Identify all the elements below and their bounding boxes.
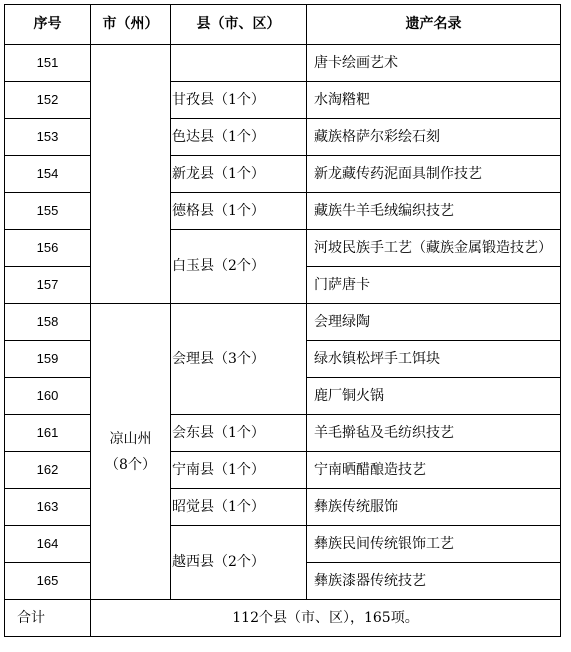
row-number: 165 (5, 563, 91, 600)
header-no: 序号 (5, 5, 91, 45)
county-cell: 会理县（3个） (171, 304, 307, 415)
row-number: 164 (5, 526, 91, 563)
heritage-name: 宁南晒醋酿造技艺 (307, 452, 561, 489)
table-row (5, 452, 561, 489)
city-cell-liangshan (91, 304, 171, 600)
table-row (5, 304, 561, 341)
county-cell: 甘孜县（1个） (171, 82, 307, 119)
header-heritage: 遗产名录 (307, 5, 561, 45)
total-value: 112个县（市、区），165项。 (91, 600, 561, 637)
table-row (5, 415, 561, 452)
row-number: 153 (5, 119, 91, 156)
table-row (5, 489, 561, 526)
county-cell: 德格县（1个） (171, 193, 307, 230)
heritage-name: 绿水镇松坪手工饵块 (307, 341, 561, 378)
table-row (5, 82, 561, 119)
header-row (5, 5, 561, 45)
total-label: 合计 (5, 600, 91, 637)
table-row (5, 119, 561, 156)
row-number: 156 (5, 230, 91, 267)
city-count: （8个） (105, 456, 156, 473)
heritage-name: 藏族牛羊毛绒编织技艺 (307, 193, 561, 230)
city-cell-ganzi (91, 45, 171, 304)
heritage-name: 藏族格萨尔彩绘石刻 (307, 119, 561, 156)
county-cell: 色达县（1个） (171, 119, 307, 156)
header-city: 市（州） (91, 5, 171, 45)
county-cell: 白玉县（2个） (171, 230, 307, 304)
city-name: 凉山州 (109, 430, 152, 447)
heritage-name: 会理绿陶 (307, 304, 561, 341)
county-cell: 会东县（1个） (171, 415, 307, 452)
heritage-table (4, 4, 561, 637)
row-number: 160 (5, 378, 91, 415)
row-number: 157 (5, 267, 91, 304)
row-number: 162 (5, 452, 91, 489)
row-number: 163 (5, 489, 91, 526)
table-row (5, 526, 561, 563)
heritage-name: 鹿厂铜火锅 (307, 378, 561, 415)
table-row (5, 193, 561, 230)
row-number: 154 (5, 156, 91, 193)
row-number: 158 (5, 304, 91, 341)
table-row (5, 230, 561, 267)
row-number: 151 (5, 45, 91, 82)
county-cell: 宁南县（1个） (171, 452, 307, 489)
header-county: 县（市、区） (171, 5, 307, 45)
heritage-name: 彝族民间传统银饰工艺 (307, 526, 561, 563)
row-number: 159 (5, 341, 91, 378)
row-number: 152 (5, 82, 91, 119)
county-cell: 新龙县（1个） (171, 156, 307, 193)
table-row (5, 156, 561, 193)
heritage-name: 河坡民族手工艺（藏族金属锻造技艺） (307, 230, 561, 267)
heritage-name: 彝族传统服饰 (307, 489, 561, 526)
row-number: 155 (5, 193, 91, 230)
total-row (5, 600, 561, 637)
county-cell (171, 45, 307, 82)
row-number: 161 (5, 415, 91, 452)
county-cell: 越西县（2个） (171, 526, 307, 600)
heritage-name: 门萨唐卡 (307, 267, 561, 304)
heritage-name: 羊毛擀毡及毛纺织技艺 (307, 415, 561, 452)
heritage-name: 彝族漆器传统技艺 (307, 563, 561, 600)
heritage-name: 水淘糌粑 (307, 82, 561, 119)
county-cell: 昭觉县（1个） (171, 489, 307, 526)
table-row (5, 45, 561, 82)
heritage-name: 新龙藏传药泥面具制作技艺 (307, 156, 561, 193)
heritage-name: 唐卡绘画艺术 (307, 45, 561, 82)
